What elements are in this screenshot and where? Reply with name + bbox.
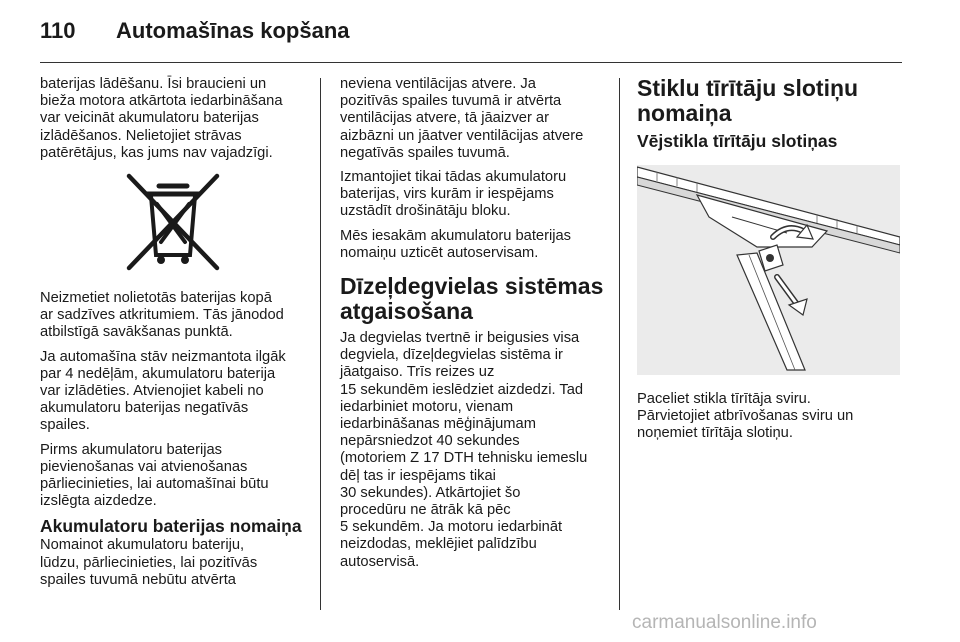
watermark: carmanualsonline.info	[632, 612, 817, 633]
text-line: Ja degvielas tvertnē ir beigusies visa	[340, 330, 580, 347]
heading-line: Stiklu tīrītāju slotiņu	[637, 75, 859, 101]
text-line: 30 sekundes). Atkārtojiet šo	[340, 484, 521, 501]
text-line: iedarbināšanas mēģinājumam	[340, 416, 536, 433]
text-line: patērētājus, kas jums nav vajadzīgi.	[40, 144, 273, 161]
text-line: negatīvās spailes tuvumā.	[340, 144, 510, 161]
paragraph-diesel-bleeding	[340, 330, 602, 571]
windscreen-wiper-subheading: Vējstikla tīrītāju slotiņas	[637, 131, 838, 151]
heading-line: atgaisošana	[340, 298, 473, 325]
text-line: Paceliet stikla tīrītāja sviru.	[637, 391, 811, 407]
text-line: nepārsniedzot 40 sekundes	[340, 433, 520, 450]
text-line: par 4 nedēļām, akumulatoru baterija	[40, 365, 276, 382]
text-line: atbilstīgā savākšanas punktā.	[40, 324, 233, 341]
text-line: 5 sekundēm. Ja motoru iedarbināt	[340, 519, 563, 536]
text-line: baterijas, virs kurām ir iespējams	[340, 186, 554, 203]
heading-line: nomaiņa	[637, 100, 732, 126]
text-line: Nomainot akumulatoru bateriju,	[40, 537, 245, 554]
paragraph-connecting	[40, 442, 305, 511]
text-line: pozitīvās spailes tuvumā ir atvērta	[340, 93, 562, 110]
text-line: jāatgaiso. Trīs reizes uz	[340, 364, 495, 381]
text-line: nomaiņu uzticēt autoservisam.	[340, 244, 539, 261]
column-1	[40, 76, 305, 596]
text-line: Mēs iesakām akumulatoru baterijas	[340, 227, 572, 244]
paragraph-service-recommendation	[340, 228, 602, 262]
text-line: Pirms akumulatoru baterijas	[40, 441, 223, 458]
text-line: ventilācijas atvere, tā jāaizver ar	[340, 110, 549, 127]
text-line: spailes.	[40, 417, 90, 434]
column-2	[340, 76, 602, 578]
text-line: iedarbiniet motoru, vienam	[340, 398, 514, 415]
battery-replacement-heading: Akumulatoru baterijas nomaiņa	[40, 516, 302, 537]
heading-line: Dīzeļdegvielas sistēmas	[340, 273, 604, 300]
paragraph-fuse-block	[340, 169, 602, 221]
text-line: bieža motora atkārtota iedarbināšana	[40, 93, 283, 110]
header-rule	[40, 62, 902, 63]
text-line: noņemiet tīrītāja slotiņu.	[637, 425, 793, 442]
text-line: (motoriem Z 17 DTH tehnisku iemeslu	[340, 450, 588, 467]
wiper-blade-illustration	[637, 165, 900, 375]
text-line: uzstādīt drošinātāju bloku.	[340, 203, 511, 220]
chapter-title: Automašīnas kopšana	[116, 18, 350, 43]
text-line: var veicināt akumulatoru baterijas	[40, 110, 259, 127]
paragraph-battery-charging	[40, 76, 305, 162]
text-line: procedūru ne ātrāk kā pēc	[340, 502, 511, 519]
diesel-bleeding-heading	[340, 274, 602, 324]
column-divider-2	[619, 78, 620, 610]
text-line: neviena ventilācijas atvere. Ja	[340, 76, 536, 92]
text-line: pievienošanas vai atvienošanas	[40, 458, 248, 475]
text-line: aizbāzni un jāatver ventilācijas atvere	[340, 127, 584, 144]
column-3	[637, 76, 905, 450]
paragraph-disposal	[40, 290, 305, 342]
text-line: degviela, dīzeļdegvielas sistēma ir	[340, 347, 563, 364]
text-line: pārliecinieties, lai automašīnai būtu	[40, 476, 269, 493]
text-line: spailes tuvumā nebūtu atvērta	[40, 571, 236, 588]
text-line: Neizmetiet nolietotās baterijas kopā	[40, 290, 272, 307]
paragraph-storage	[40, 349, 305, 435]
text-line: Ja automašīna stāv neizmantota ilgāk	[40, 348, 286, 365]
text-line: baterijas lādēšanu. Īsi braucieni un	[40, 76, 267, 92]
text-line: neizdodas, meklējiet palīdzību	[340, 536, 537, 553]
paragraph-ventilation	[340, 76, 602, 162]
text-line: Izmantojiet tikai tādas akumulatoru	[340, 169, 567, 186]
text-line: autoservisā.	[340, 553, 420, 570]
crossed-out-bin-icon	[121, 172, 225, 276]
text-line: 15 sekundēm ieslēdziet aizdedzi. Tad	[340, 381, 584, 398]
text-line: izslēgta aizdedze.	[40, 493, 157, 510]
text-line: dēļ tas ir iespējams tikai	[340, 467, 496, 484]
column-divider-1	[320, 78, 321, 610]
page-number: 110	[40, 18, 76, 43]
text-line: Pārvietojiet atbrīvošanas sviru un	[637, 408, 854, 425]
text-line: akumulatoru baterijas negatīvās	[40, 400, 249, 417]
text-line: izlādēšanos. Nelietojiet strāvas	[40, 127, 242, 144]
text-line: ar sadzīves atkritumiem. Tās jānodod	[40, 307, 284, 324]
paragraph-wiper-instructions	[637, 391, 905, 443]
text-line: var izlādēties. Atvienojiet kabeli no	[40, 383, 264, 400]
wiper-replacement-heading	[637, 76, 905, 126]
text-line: lūdzu, pārliecinieties, lai pozitīvās	[40, 554, 258, 571]
paragraph-replacement	[40, 537, 305, 589]
